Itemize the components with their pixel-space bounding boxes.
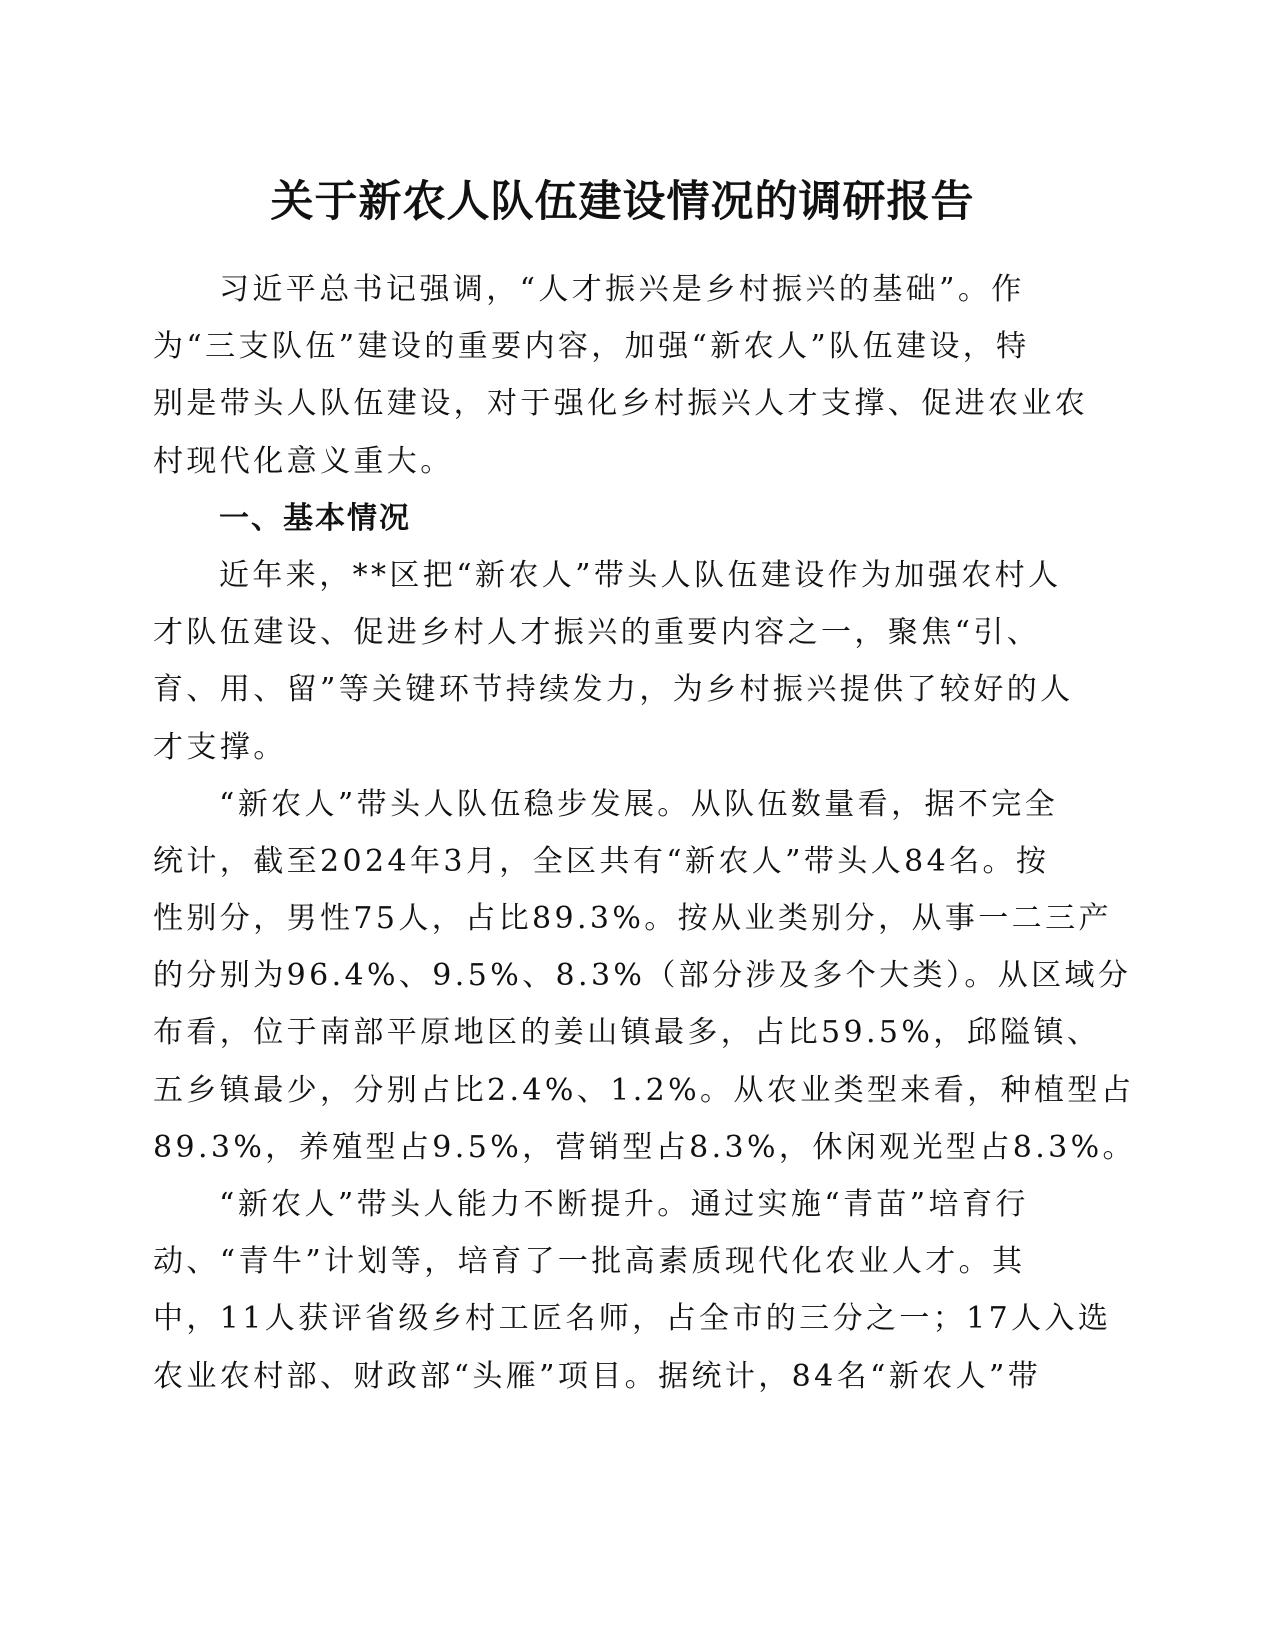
- paragraph-line: 农业农村部、财政部“头雁”项目。据统计，84名“新农人”带: [153, 1358, 1042, 1394]
- paragraph-line: 布看，位于南部平原地区的姜山镇最多，占比59.5%，邱隘镇、: [153, 1015, 1101, 1051]
- paragraph-line: “新农人”带头人能力不断提升。通过实施“青苗”培育行: [219, 1187, 1029, 1222]
- paragraph-line: “新农人”带头人队伍稳步发展。从队伍数量看，据不完全: [219, 786, 1059, 822]
- section-heading: 一、基本情况: [219, 500, 411, 536]
- paragraph-line: 才队伍建设、促进乡村人才振兴的重要内容之一，聚焦“引、: [153, 615, 1041, 651]
- paragraph-line: 的分别为96.4%、9.5%、8.3%（部分涉及多个大类）。从区域分: [153, 958, 1132, 994]
- paragraph-line: 育、用、留”等关键环节持续发力，为乡村振兴提供了较好的人: [153, 672, 1074, 708]
- paragraph-line: 89.3%，养殖型占9.5%，营销型占8.3%，休闲观光型占8.3%。: [153, 1129, 1136, 1165]
- paragraph-line: 别是带头人队伍建设，对于强化乡村振兴人才支撑、促进农业农: [153, 386, 1089, 422]
- document-title: 关于新农人队伍建设情况的调研报告: [270, 177, 975, 227]
- document-body: [153, 261, 1136, 1405]
- paragraph-line: 性别分，男性75人，占比89.3%。按从业类别分，从事一二三产: [153, 901, 1112, 937]
- paragraph-line: 统计，截至2024年3月，全区共有“新农人”带头人84名。按: [153, 843, 1050, 879]
- paragraph-line: 近年来，**区把“新农人”带头人队伍建设作为加强农村人: [219, 557, 1062, 593]
- paragraph-line: 动、“青牛”计划等，培育了一批高素质现代化农业人才。其: [153, 1244, 1026, 1280]
- paragraph-line: 才支撑。: [153, 729, 287, 765]
- paragraph-line: 为“三支队伍”建设的重要内容，加强“新农人”队伍建设，特: [153, 329, 1030, 365]
- paragraph-line: 习近平总书记强调，“人才振兴是乡村振兴的基础”。作: [219, 272, 1025, 307]
- paragraph-line: 中，11人获评省级乡村工匠名师，占全市的三分之一；17人入选: [153, 1301, 1112, 1337]
- paragraph-line: 村现代化意义重大。: [153, 443, 454, 479]
- paragraph-line: 五乡镇最少，分别占比2.4%、1.2%。从农业类型来看，种植型占: [153, 1072, 1135, 1108]
